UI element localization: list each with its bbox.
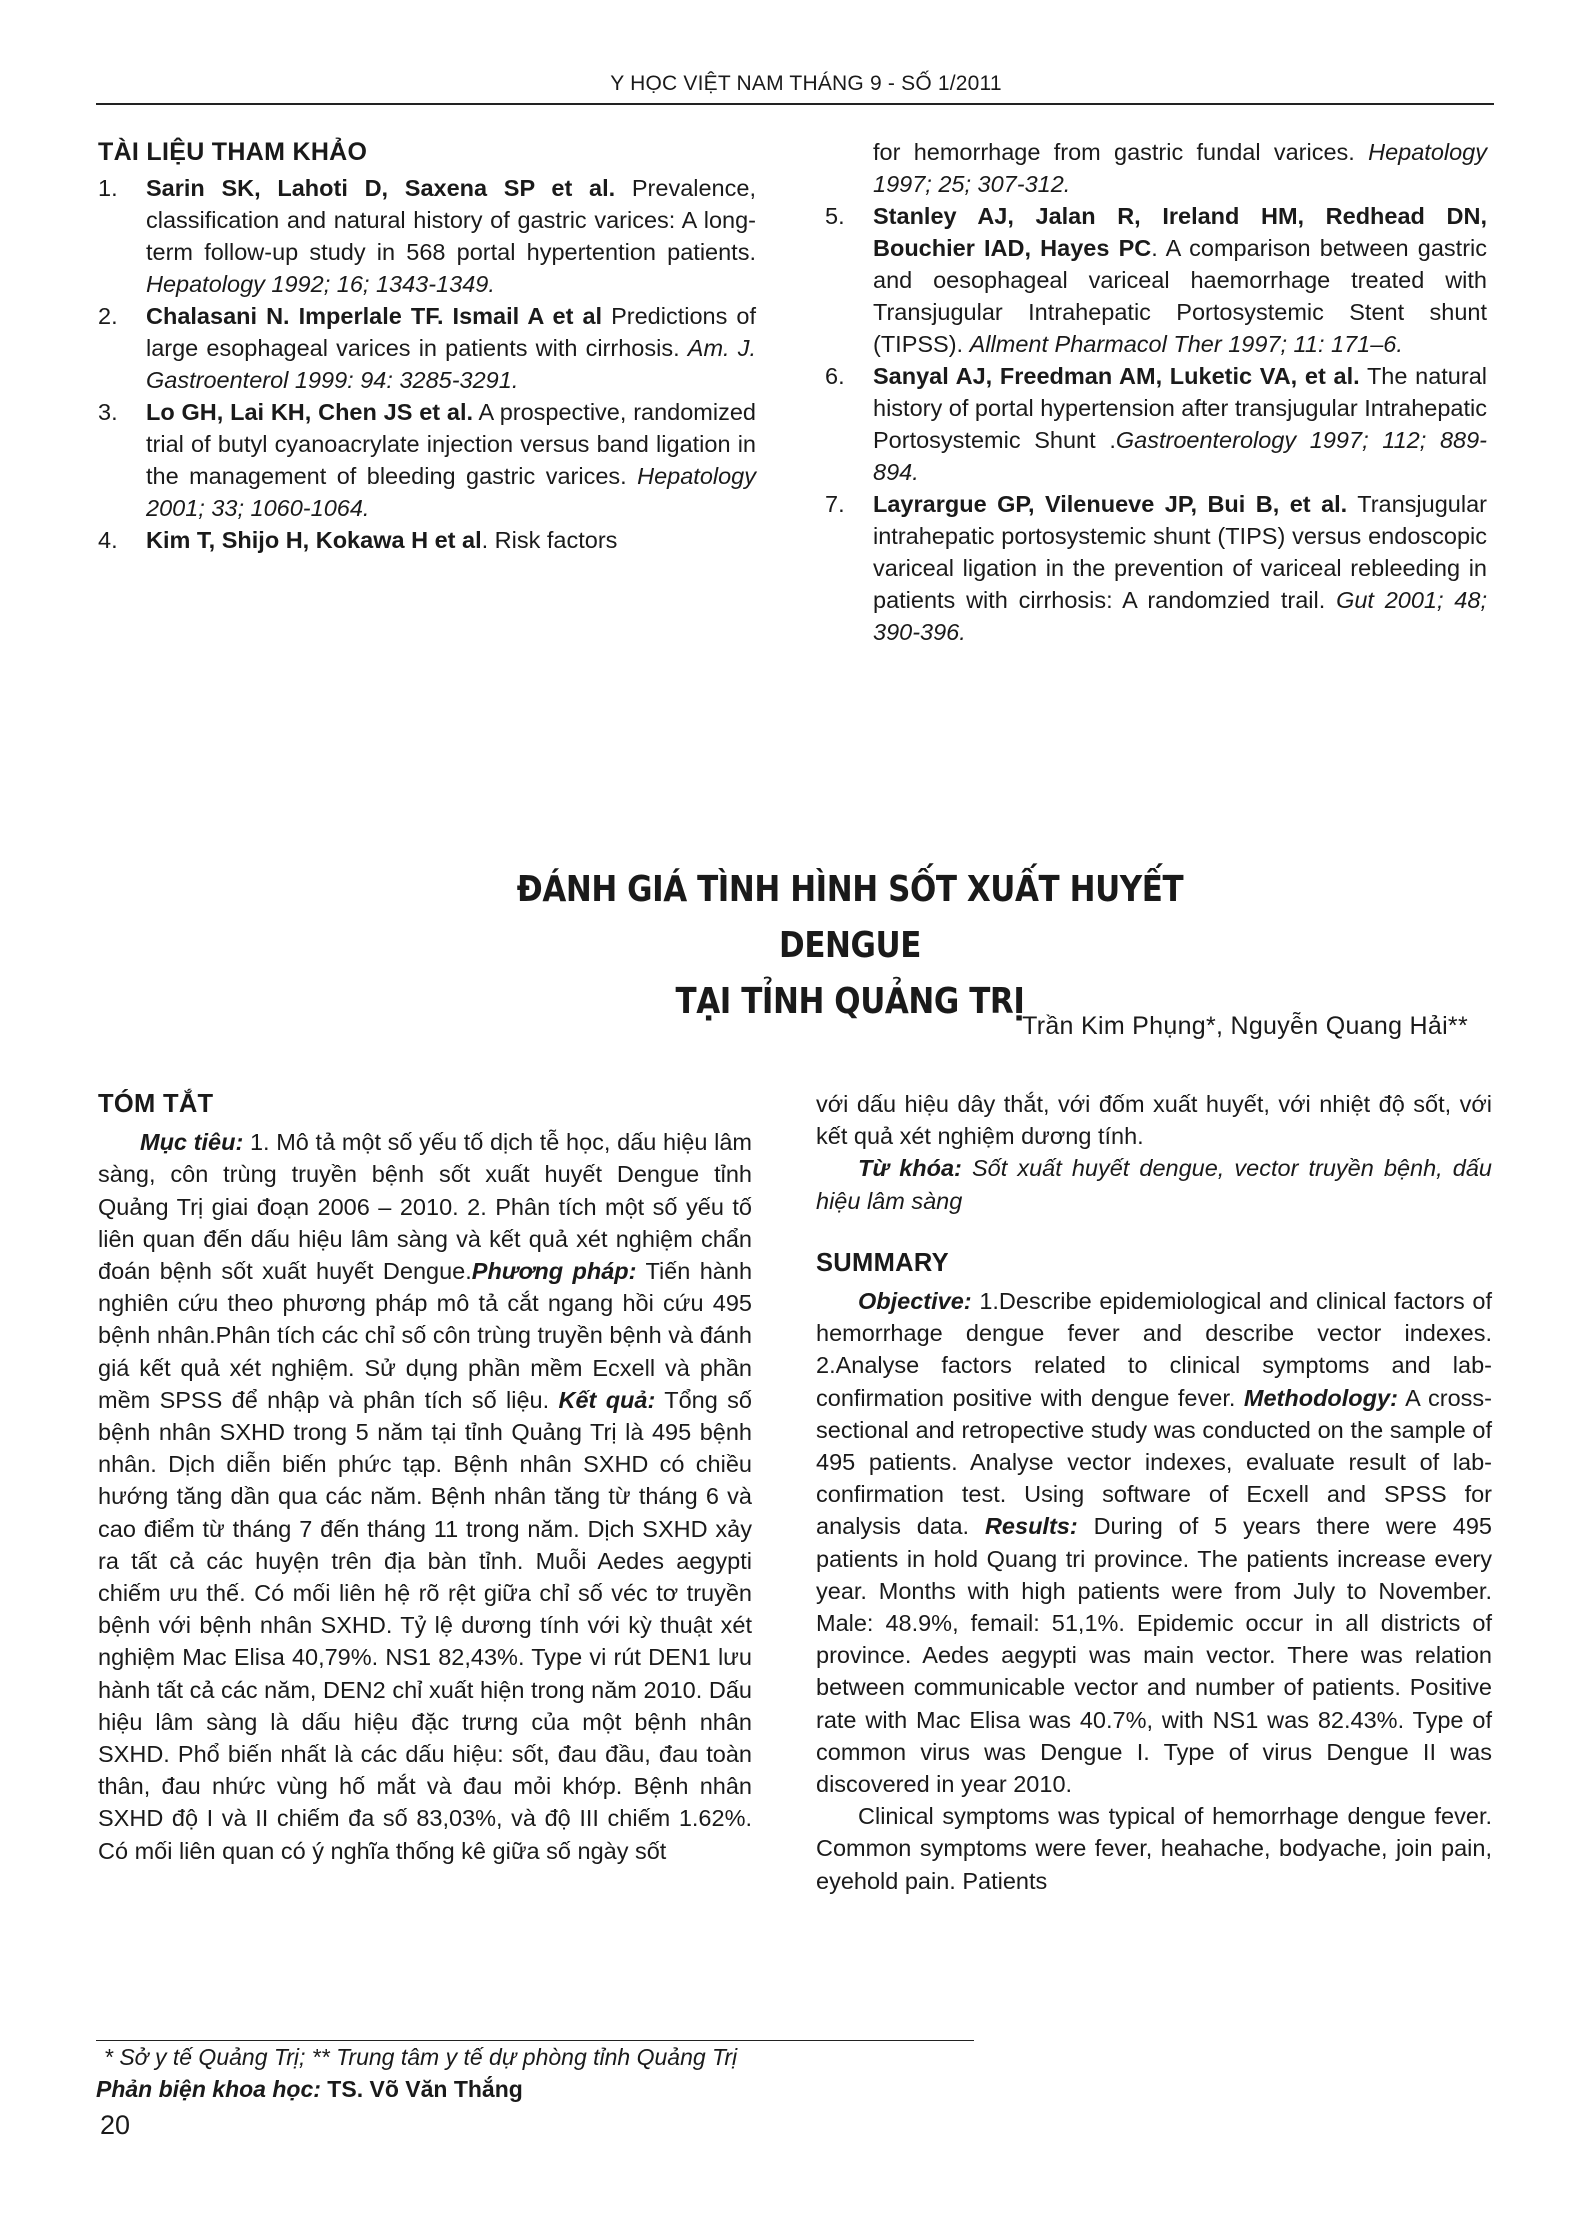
reference-item — [825, 360, 1487, 488]
reviewer-name: TS. Võ Văn Thắng — [320, 2076, 523, 2102]
article-authors: Trần Kim Phụng*, Nguyễn Quang Hải** — [1022, 1012, 1468, 1040]
reference-authors: Stanley AJ, Jalan R, Ireland HM, Redhead DN, Bouchier IAD, Hayes PC — [873, 203, 1487, 261]
footnote-rule — [96, 2040, 974, 2041]
reviewer-label: Phản biện khoa học: — [96, 2076, 321, 2102]
reference-authors: Sanyal AJ, Freedman AM, Luketic VA, et al. — [873, 363, 1360, 389]
keywords-text: Sốt xuất huyết dengue, vector truyền bệnh, dấu hiệu lâm sàng — [816, 1155, 1492, 1214]
reference-journal: Hepatology 2001; 33; 1060-1064. — [146, 463, 756, 521]
method-text: A cross-sectional and retropective study was conducted on the sample of 495 patients. Analyse vector indexes, evaluate result of lab-confirmation test. Using software of Ecxell and SPSS for analysis data. — [816, 1384, 1492, 1540]
reference-number: 3. — [98, 399, 118, 425]
references-right-column — [825, 136, 1487, 648]
abstract-right-column — [816, 1088, 1492, 1897]
reviewer-footnote — [96, 2076, 523, 2103]
keywords — [816, 1152, 1492, 1216]
reference-item — [825, 200, 1487, 360]
reference-number: 1. — [98, 175, 118, 201]
reference-number: 2. — [98, 303, 118, 329]
reference-item — [98, 172, 756, 300]
results-text: During of 5 years there were 495 patients in hold Quang tri province. The patients increase every year. Months with high patients were from July to November. Male: 48.9%, femail: 51,1%. Epidemic occur in all districts of province. Aedes aegypti was main vector. There was relation between communicable vector and number of patients. Positive rate with Mac Elisa was 40.7%, with NS1 was 82.43%. Type of common virus was Dengue I. Type of virus Dengue II was discovered in year 2010. — [816, 1513, 1492, 1798]
reference-text: . A comparison between gastric and oesophageal variceal haemorrhage treated with Transjugular Intrahepatic Portosystemic Stent shunt (TIPSS). — [873, 235, 1487, 357]
reference-number: 7. — [825, 491, 845, 517]
reference-text: Transjugular intrahepatic portosystemic shunt (TIPS) versus endoscopic variceal ligation in the prevention of variceal rebleeding in patients with cirrhosis: A randomzied trail. — [873, 491, 1487, 613]
page-number: 20 — [100, 2110, 131, 2140]
reference-text: The natural history of portal hypertension after transjugular Intrahepatic Portosystemic Shunt . — [873, 363, 1487, 453]
reference-journal: Hepatology 1997; 25; 307-312. — [873, 139, 1487, 197]
article-title-line: ĐÁNH GIÁ TÌNH HÌNH SỐT XUẤT HUYẾT DENGUE — [516, 869, 1184, 966]
abstract-en-body — [816, 1285, 1492, 1800]
objective-label: Mục tiêu: — [140, 1129, 244, 1156]
method-label: Methodology: — [1243, 1384, 1398, 1411]
reference-journal: Gut 2001; 48; 390-396. — [873, 587, 1487, 645]
abstract-vi-continuation: với dấu hiệu dây thắt, với đốm xuất huyết, với nhiệt độ sốt, với kết quả xét nghiệm dương tính. — [816, 1091, 1492, 1150]
reference-item — [98, 300, 756, 396]
keywords-label: Từ khóa: — [858, 1155, 962, 1182]
running-header: Y HỌC VIỆT NAM THÁNG 9 - SỐ 1/2011 — [610, 72, 1002, 95]
reference-authors: Lo GH, Lai KH, Chen JS et al. — [146, 399, 474, 425]
reference-item — [98, 396, 756, 524]
header-rule — [96, 103, 1494, 105]
results-label: Kết quả: — [558, 1386, 656, 1413]
objective-text: 1. Mô tả một số yếu tố dịch tễ học, dấu hiệu lâm sàng, côn trùng truyền bệnh sốt xuất huyết Dengue tỉnh Quảng Trị giai đoạn 2006 – 2010. 2. Phân tích một số yếu tố liên quan đến dấu hiệu lâm sàng và kết quả xét nghiệm chẩn đoán bệnh sốt xuất huyết Dengue. — [98, 1129, 752, 1285]
reference-authors: Layrargue GP, Vilenueve JP, Bui B, et al. — [873, 491, 1348, 517]
objective-label: Objective: — [858, 1288, 972, 1315]
method-text: Tiến hành nghiên cứu theo phương pháp mô tả cắt ngang hồi cứu 495 bệnh nhân.Phân tích các chỉ số côn trùng truyền bệnh và đánh giá kết quả xét nghiệm. Sử dụng phần mềm Ecxell và phần mềm SPSS để nhập và phân tích số liệu. — [98, 1258, 753, 1413]
results-text: Tổng số bệnh nhân SXHD trong 5 năm tại tỉnh Quảng Trị là 495 bệnh nhân. Dịch diễn biến phức tạp. Bệnh nhân SXHD có chiều hướng tăng dần qua các năm. Bệnh nhân tăng từ tháng 6 và cao điểm từ tháng 7 đến tháng 11 trong năm. Dịch SXHD xảy ra tất cả các huyện trên địa bàn tỉnh. Muỗi Aedes aegypti chiếm ưu thế. Có mối liên hệ rõ rệt giữa chỉ số véc tơ truyền bệnh với bệnh nhân SXHD. Tỷ lệ dương tính với kỳ thuật xét nghiệm Mac Elisa 40,79%. NS1 82,43%. Type vi rút DEN1 lưu hành tất cả các năm, DEN2 chỉ xuất hiện trong năm 2010. Dấu hiệu lâm sàng là dấu hiệu đặc trưng của một bệnh nhân SXHD. Phổ biến nhất là các dấu hiệu: sốt, đau đầu, đau toàn thân, đau nhức vùng hố mắt và đau mỏi khớp. Bệnh nhân SXHD độ I và II chiếm đa số 83,03%, và độ III chiếm 1.62%. Có mối liên quan có ý nghĩa thống kê giữa số ngày sốt — [98, 1386, 752, 1864]
abstract-vi-title: TÓM TẮT — [98, 1090, 214, 1118]
reference-text: A prospective, randomized trial of butyl cyanoacrylate injection versus band ligation in the management of bleeding gastric varices. — [146, 399, 756, 489]
clinical-paragraph: Clinical symptoms was typical of hemorrhage dengue fever. Common symptoms were fever, heahache, bodyache, join pain, eyehold pain. Patients — [816, 1803, 1492, 1894]
reference-authors: Sarin SK, Lahoti D, Saxena SP et al. — [146, 175, 616, 201]
reference-number: 4. — [98, 527, 118, 553]
spacer — [816, 1217, 1492, 1247]
reference-journal: Hepatology 1992; 16; 1343-1349. — [146, 271, 495, 297]
reference-text: Predictions of large esophageal varices in patients with cirrhosis. — [146, 303, 756, 361]
article-title-line: TẠI TỈNH QUẢNG TRỊ — [675, 981, 1025, 1022]
reference-authors: Chalasani N. Imperlale TF. Ismail A et al — [146, 303, 603, 329]
reference-text: . Risk factors — [481, 527, 618, 553]
reference-number: 6. — [825, 363, 845, 389]
reference-journal: Allment Pharmacol Ther 1997; 11: 171–6. — [969, 331, 1403, 357]
reference-text: for hemorrhage from gastric fundal varices. — [873, 139, 1369, 165]
affiliations-footnote: * Sở y tế Quảng Trị; ** Trung tâm y tế dự phòng tỉnh Quảng Trị — [104, 2044, 738, 2070]
abstract-vi-body — [98, 1126, 752, 1867]
article-title — [463, 862, 1237, 1030]
reference-item — [825, 488, 1487, 648]
reference-journal: Gastroenterology 1997; 112; 889-894. — [873, 427, 1487, 485]
results-label: Results: — [984, 1513, 1078, 1540]
reference-item — [98, 524, 756, 556]
reference-text: Prevalence, classification and natural history of gastric varices: A long-term follow-up study in 568 portal hypertention patients. — [146, 175, 756, 265]
reference-number: 5. — [825, 203, 845, 229]
references-left-column — [98, 136, 756, 556]
abstract-en-title: SUMMARY — [816, 1248, 949, 1277]
reference-authors: Kim T, Shijo H, Kokawa H et al — [146, 527, 482, 553]
references-title: TÀI LIỆU THAM KHẢO — [98, 138, 368, 166]
objective-text: 1.Describe epidemiological and clinical factors of hemorrhage dengue fever and describe vector indexes. 2.Analyse factors related to clinical symptoms and lab-confirmation positive with dengue fever. — [816, 1288, 1492, 1411]
abstract-vietnamese — [98, 1088, 752, 1867]
method-label: Phương pháp: — [471, 1258, 637, 1285]
reference-continuation — [825, 136, 1487, 200]
reference-journal: Am. J. Gastroenterol 1999: 94: 3285-3291. — [146, 335, 756, 393]
